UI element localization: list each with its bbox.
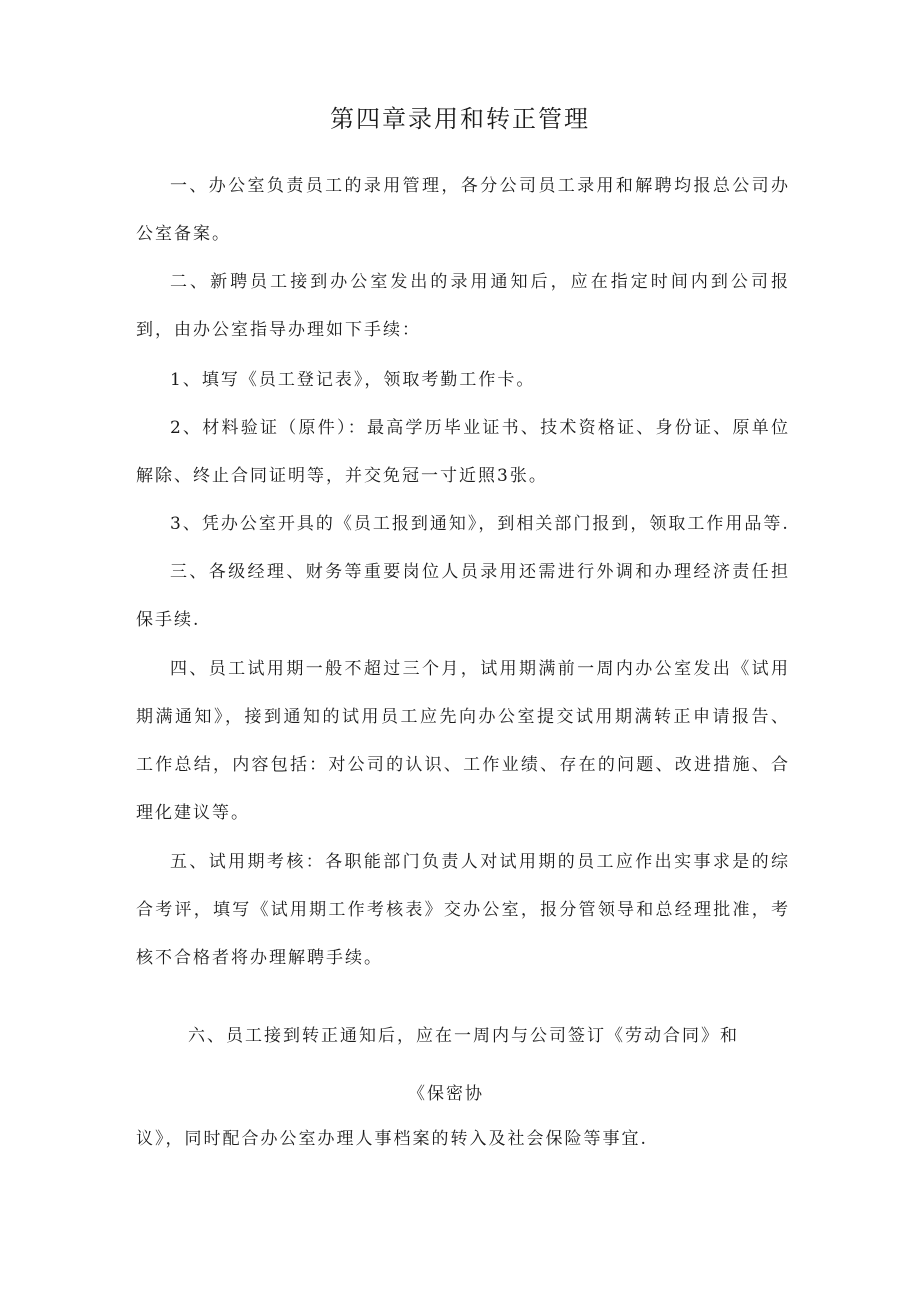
paragraph-9-line-1: 六、员工接到转正通知后，应在一周内与公司签订《劳动合同》和 [188,1026,739,1046]
paragraph-8: 五、试用期考核：各职能部门负责人对试用期的员工应作出实事求是的综合考评，填写《试用期工作考核表》交办公室，报分管领导和总经理批准，考核不合格者将办理解聘手续。 [136,852,790,968]
paragraph-6: 三、各级经理、财务等重要岗位人员录用还需进行外调和办理经济责任担保手续. [136,562,790,630]
paragraph-9-line-2: 《保密协 [408,1084,484,1104]
paragraph-4: 2、材料验证（原件）：最高学历毕业证书、技术资格证、身份证、原单位解除、终止合同证明等，并交免冠一寸近照3张。 [136,418,790,486]
paragraph-5: 3、凭办公室开具的《员工报到通知》，到相关部门报到，领取工作用品等. [170,514,790,534]
paragraph-1: 一、办公室负责员工的录用管理，各分公司员工录用和解聘均报总公司办公室备案。 [136,176,790,244]
chapter-title: 第四章录用和转正管理 [330,105,590,133]
paragraph-2: 二、新聘员工接到办公室发出的录用通知后，应在指定时间内到公司报到，由办公室指导办理如下手续： [136,272,790,340]
paragraph-3: 1、填写《员工登记表》，领取考勤工作卡。 [170,370,536,390]
paragraph-9-line-3: 议》，同时配合办公室办理人事档案的转入及社会保险等事宜. [136,1129,648,1149]
paragraph-7: 四、员工试用期一般不超过三个月，试用期满前一周内办公室发出《试用期满通知》，接到通知的试用员工应先向办公室提交试用期满转正申请报告、工作总结，内容包括：对公司的认识、工作业绩、存在的问题、改进措施、合理化建议等。 [136,659,790,823]
